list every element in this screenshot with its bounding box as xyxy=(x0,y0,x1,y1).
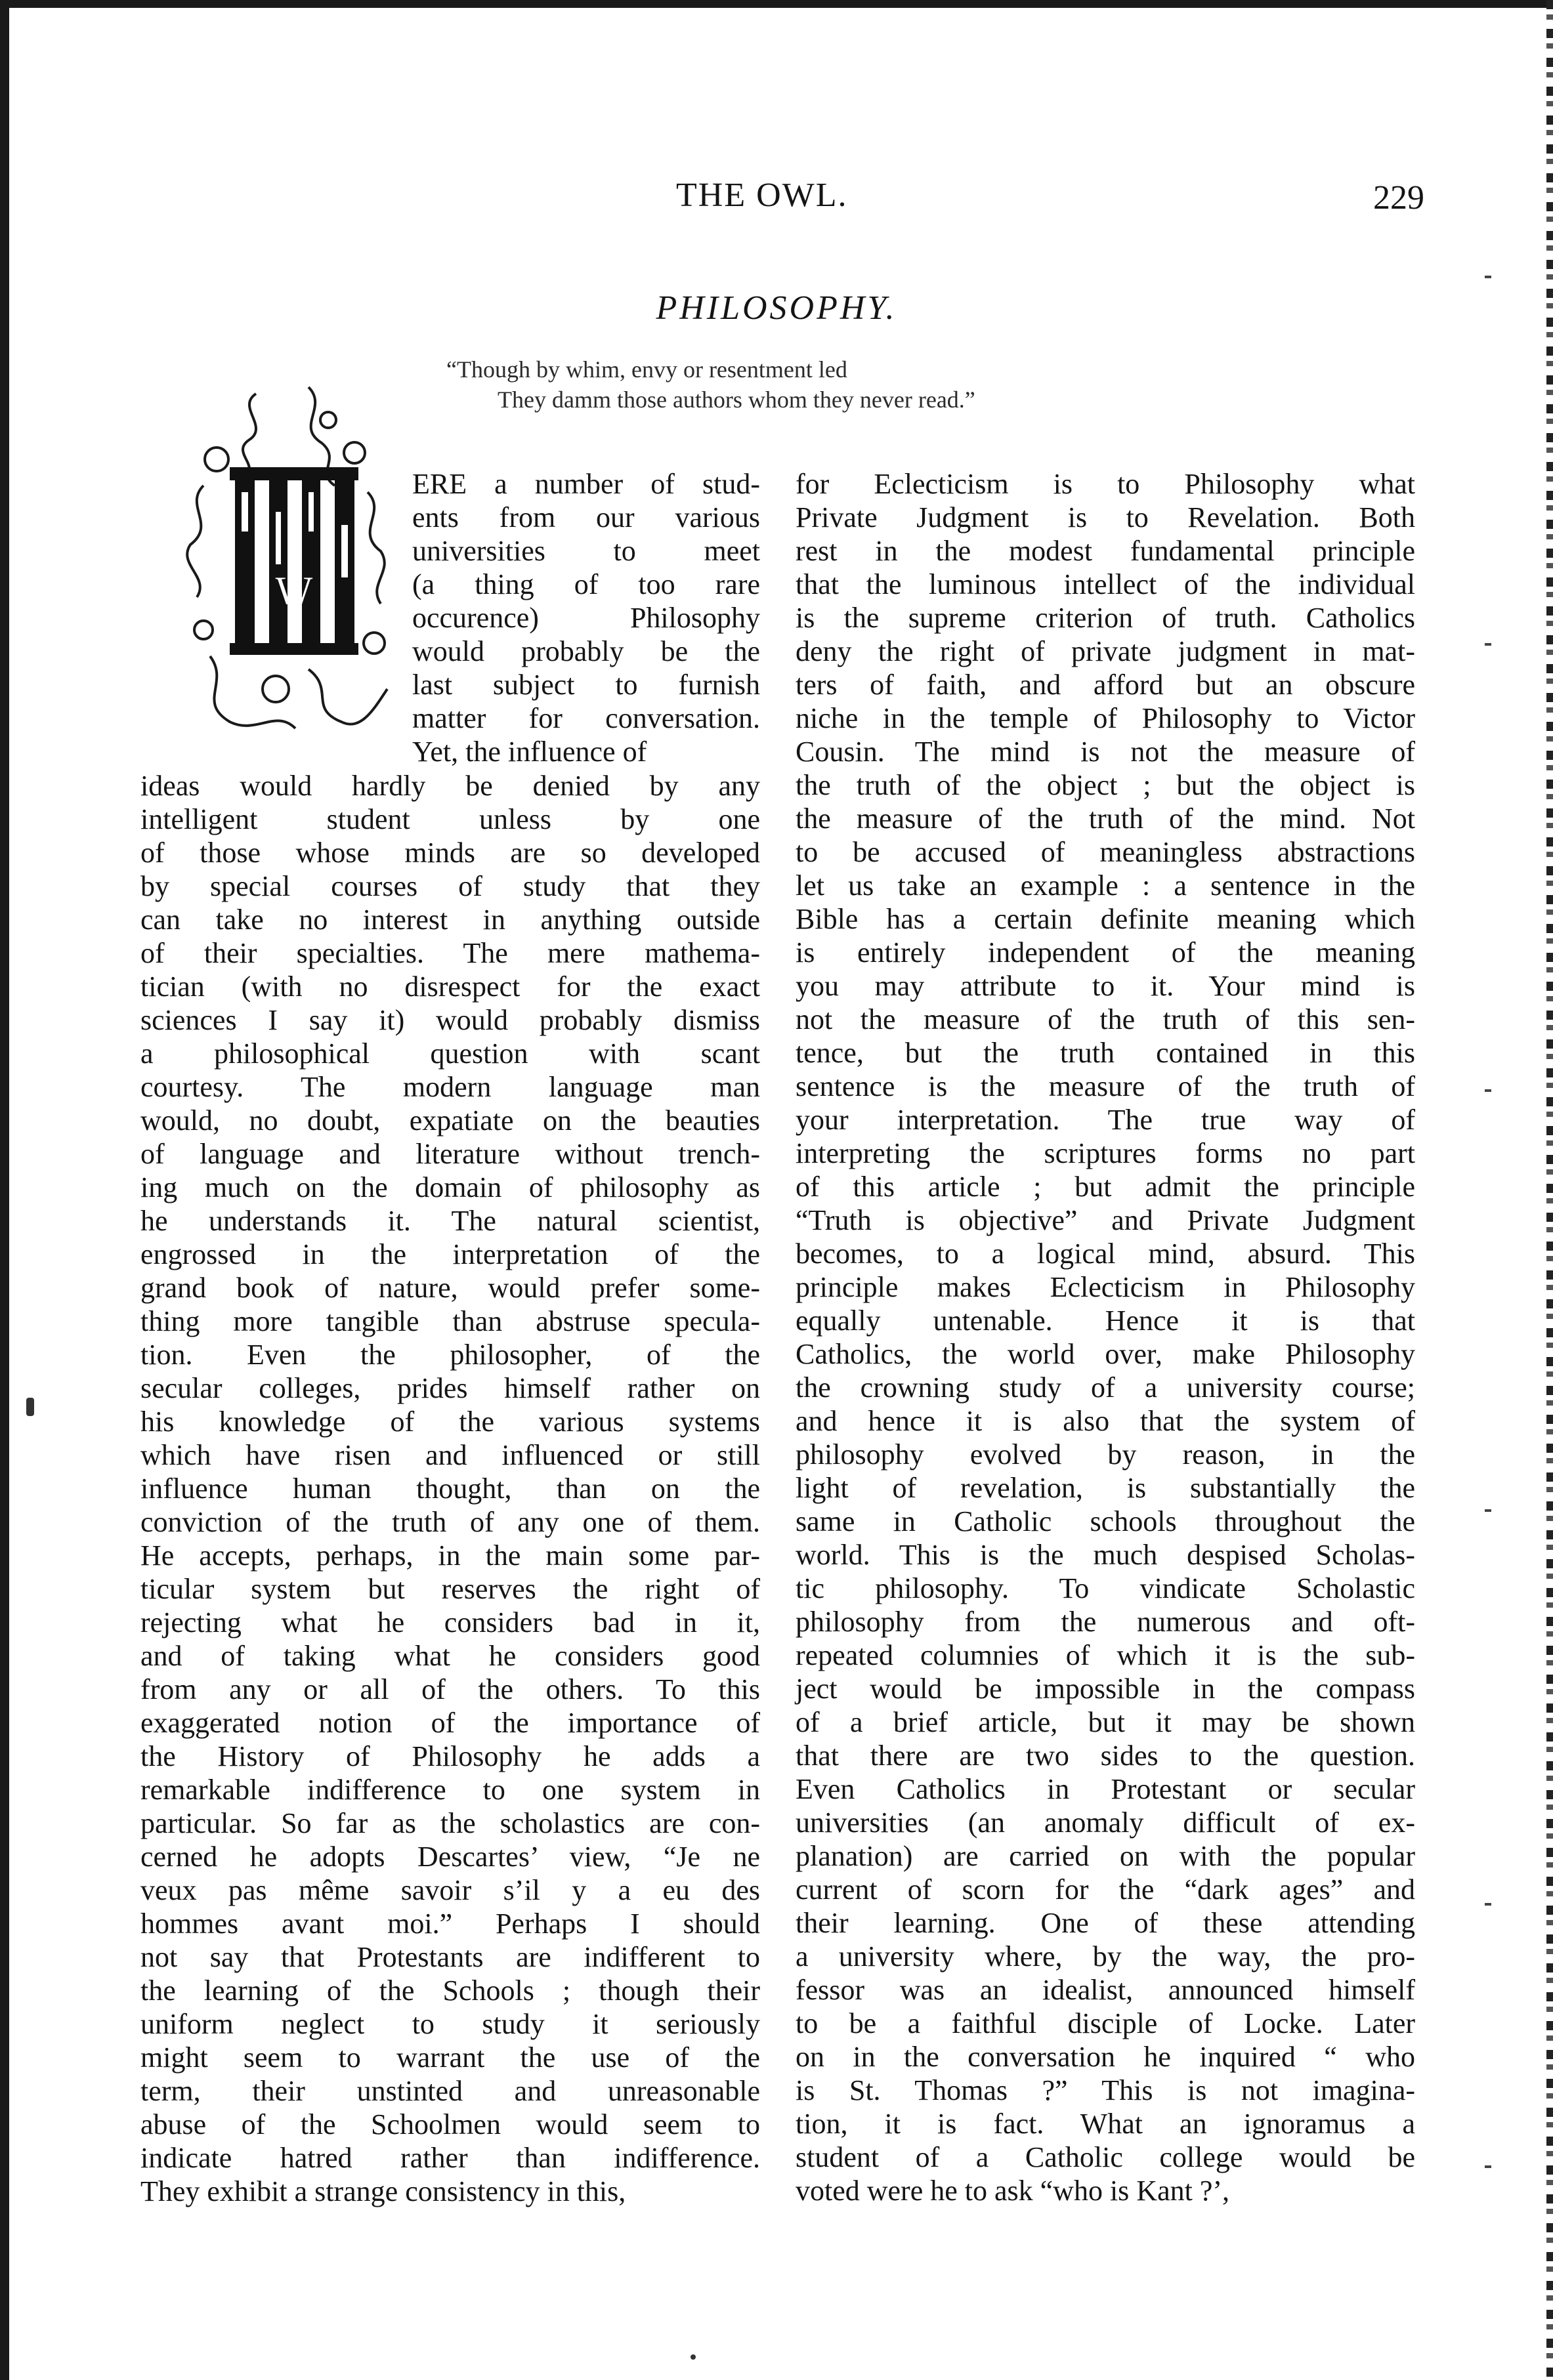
text-line: principle makes Eclecticism in Philosophy xyxy=(796,1271,1415,1303)
text-line: matter for conversation. xyxy=(412,702,760,734)
text-line: for Eclecticism is to Philosophy what xyxy=(796,468,1415,500)
gutter-speck xyxy=(1485,643,1491,646)
journal-title: THE OWL. xyxy=(676,177,848,214)
text-line: fessor was an idealist, announced himself xyxy=(796,1974,1415,2006)
text-line: world. This is the much despised Scholas- xyxy=(796,1539,1415,1571)
text-line: ideas would hardly be denied by any xyxy=(140,770,760,802)
text-line: would probably be the xyxy=(412,635,760,667)
text-line: can take no interest in anything outside xyxy=(140,904,760,936)
text-line: universities to meet xyxy=(412,535,760,567)
text-line: he understands it. The natural scientist, xyxy=(140,1205,760,1237)
text-line: philosophy from the numerous and oft- xyxy=(796,1606,1415,1638)
text-line: that the luminous intellect of the individual xyxy=(796,568,1415,600)
text-line: interpreting the scriptures forms no part xyxy=(796,1137,1415,1169)
text-line: conviction of the truth of any one of them. xyxy=(140,1506,760,1538)
text-line: repeated columnies of which it is the sub- xyxy=(796,1639,1415,1671)
page-speck xyxy=(691,2354,696,2360)
text-line: term, their unstinted and unreasonable xyxy=(140,2075,760,2107)
drop-cap-letter: W xyxy=(275,569,313,612)
text-line: Yet, the influence of xyxy=(412,736,647,768)
text-line: their learning. One of these attending xyxy=(796,1907,1415,1939)
gutter-speck xyxy=(1485,1903,1491,1906)
text-line: secular colleges, prides himself rather on xyxy=(140,1372,760,1404)
text-line: intelligent student unless by one xyxy=(140,803,760,835)
text-line: a philosophical question with scant xyxy=(140,1037,760,1070)
text-line: hommes avant moi.” Perhaps I should xyxy=(140,1908,760,1940)
text-line: of language and literature without trench- xyxy=(140,1138,760,1170)
text-line: (a thing of too rare xyxy=(412,568,760,600)
text-line: rejecting what he considers bad in it, xyxy=(140,1606,760,1639)
gutter-speck xyxy=(1485,2165,1491,2168)
text-line: to be accused of meaningless abstractions xyxy=(796,836,1415,868)
page-number: 229 xyxy=(1373,179,1424,217)
text-line: grand book of nature, would prefer some- xyxy=(140,1272,760,1304)
text-line: a university where, by the way, the pro- xyxy=(796,1940,1415,1973)
text-line: tion. Even the philosopher, of the xyxy=(140,1339,760,1371)
vine-ornament xyxy=(187,486,203,597)
text-line: is entirely independent of the meaning xyxy=(796,936,1415,969)
text-line: tence, but the truth contained in this xyxy=(796,1037,1415,1069)
text-line: He accepts, perhaps, in the main some par- xyxy=(140,1539,760,1572)
text-line: planation) are carried on with the popular xyxy=(796,1840,1415,1872)
text-line: of a brief article, but it may be shown xyxy=(796,1706,1415,1738)
vine-ornament xyxy=(368,492,385,604)
text-line: of those whose minds are so developed xyxy=(140,837,760,869)
text-line: of their specialties. The mere mathema- xyxy=(140,937,760,969)
text-line: They exhibit a strange consistency in this, xyxy=(140,2175,626,2207)
text-line: philosophy evolved by reason, in the xyxy=(796,1438,1415,1471)
text-line: the truth of the object ; but the object is xyxy=(796,769,1415,801)
text-line: last subject to furnish xyxy=(412,669,760,701)
text-line: rest in the modest fundamental principle xyxy=(796,535,1415,567)
text-line: ing much on the domain of philosophy as xyxy=(140,1171,760,1203)
text-line: Private Judgment is to Revelation. Both xyxy=(796,501,1415,533)
text-line: becomes, to a logical mind, absurd. This xyxy=(796,1238,1415,1270)
text-line: Cousin. The mind is not the measure of xyxy=(796,736,1415,768)
text-line: the learning of the Schools ; though their xyxy=(140,1974,760,2007)
text-line: the History of Philosophy he adds a xyxy=(140,1740,760,1772)
text-line: deny the right of private judgment in mat- xyxy=(796,635,1415,667)
text-line: and of taking what he considers good xyxy=(140,1640,760,1672)
text-line: niche in the temple of Philosophy to Victor xyxy=(796,702,1415,734)
text-line: not the measure of the truth of this sen- xyxy=(796,1003,1415,1035)
text-line: sciences I say it) would probably dismiss xyxy=(140,1004,760,1036)
text-line: “Truth is objective” and Private Judgment xyxy=(796,1204,1415,1236)
left-column-beside-initial xyxy=(412,467,760,768)
page-edge-right xyxy=(1546,0,1553,2380)
text-line: voted were he to ask “who is Kant ?’, xyxy=(796,2175,1230,2207)
text-line: sentence is the measure of the truth of xyxy=(796,1070,1415,1102)
text-line: ents from our various xyxy=(412,501,760,533)
text-line: ters of faith, and afford but an obscure xyxy=(796,669,1415,701)
text-line: tician (with no disrespect for the exact xyxy=(140,971,760,1003)
left-column xyxy=(140,769,760,2208)
text-line: you may attribute to it. Your mind is xyxy=(796,970,1415,1002)
article-title: PHILOSOPHY. xyxy=(656,289,897,327)
text-line: and hence it is also that the system of xyxy=(796,1405,1415,1437)
text-line: to be a faithful disciple of Locke. Later xyxy=(796,2007,1415,2039)
text-line: influence human thought, than on the xyxy=(140,1472,760,1505)
page-edge-left xyxy=(0,0,9,2380)
gutter-speck xyxy=(1485,276,1491,278)
text-line: abuse of the Schoolmen would seem to xyxy=(140,2108,760,2140)
text-line: tion, it is fact. What an ignoramus a xyxy=(796,2108,1415,2140)
epigraph-line: They damm those authors whom they never read.” xyxy=(498,386,975,413)
text-line: Bible has a certain definite meaning which xyxy=(796,903,1415,935)
margin-mark xyxy=(26,1398,34,1416)
text-line: let us take an example : a sentence in the xyxy=(796,869,1415,902)
text-line: is St. Thomas ?” This is not imagina- xyxy=(796,2074,1415,2106)
text-line: by special courses of study that they xyxy=(140,870,760,902)
text-line: universities (an anomaly difficult of ex- xyxy=(796,1806,1415,1839)
text-line: equally untenable. Hence it is that xyxy=(796,1305,1415,1337)
text-line: current of scorn for the “dark ages” and xyxy=(796,1873,1415,1906)
text-line: exaggerated notion of the importance of xyxy=(140,1707,760,1739)
text-line: would, no doubt, expatiate on the beauties xyxy=(140,1104,760,1137)
vine-ornament xyxy=(243,394,256,479)
text-line: thing more tangible than abstruse specula- xyxy=(140,1305,760,1337)
text-line: veux pas même savoir s’il y a eu des xyxy=(140,1874,760,1906)
text-line: not say that Protestants are indifferent to xyxy=(140,1941,760,1973)
text-line: might seem to warrant the use of the xyxy=(140,2041,760,2074)
text-line: ject would be impossible in the compass xyxy=(796,1673,1415,1705)
text-line: indicate hatred rather than indifference. xyxy=(140,2142,760,2174)
text-line: light of revelation, is substantially the xyxy=(796,1472,1415,1504)
right-column xyxy=(796,467,1415,2207)
text-line: engrossed in the interpretation of the xyxy=(140,1238,760,1270)
text-line: tic philosophy. To vindicate Scholastic xyxy=(796,1572,1415,1604)
text-line: the crowning study of a university course; xyxy=(796,1371,1415,1404)
gutter-speck xyxy=(1485,1509,1491,1512)
text-line: ERE a number of stud- xyxy=(412,468,760,500)
text-line: cerned he adopts Descartes’ view, “Je ne xyxy=(140,1841,760,1873)
epigraph-line: “Though by whim, envy or resentment led xyxy=(446,356,847,383)
text-line: is the supreme criterion of truth. Catholics xyxy=(796,602,1415,634)
text-line: Even Catholics in Protestant or secular xyxy=(796,1773,1415,1805)
text-line: from any or all of the others. To this xyxy=(140,1673,760,1705)
text-line: same in Catholic schools throughout the xyxy=(796,1505,1415,1537)
text-line: Catholics, the world over, make Philosophy xyxy=(796,1338,1415,1370)
text-line: the measure of the truth of the mind. Not xyxy=(796,803,1415,835)
text-line: occurence) Philosophy xyxy=(412,602,760,634)
vine-ornament xyxy=(210,656,295,728)
drop-cap-initial xyxy=(177,381,394,748)
text-line: which have risen and influenced or still xyxy=(140,1439,760,1471)
running-head xyxy=(0,176,1553,215)
gutter-speck xyxy=(1485,1089,1491,1092)
text-line: that there are two sides to the question. xyxy=(796,1740,1415,1772)
text-line: particular. So far as the scholastics are con- xyxy=(140,1807,760,1839)
vine-ornament xyxy=(308,669,387,724)
text-line: his knowledge of the various systems xyxy=(140,1406,760,1438)
text-line: courtesy. The modern language man xyxy=(140,1071,760,1103)
text-line: your interpretation. The true way of xyxy=(796,1104,1415,1136)
text-line: uniform neglect to study it seriously xyxy=(140,2008,760,2040)
epigraph xyxy=(446,354,1142,415)
text-line: remarkable indifference to one system in xyxy=(140,1774,760,1806)
page-edge-top xyxy=(0,0,1553,8)
text-line: ticular system but reserves the right of xyxy=(140,1573,760,1605)
text-line: on in the conversation he inquired “ who xyxy=(796,2041,1415,2073)
text-line: student of a Catholic college would be xyxy=(796,2141,1415,2173)
text-line: of this article ; but admit the principle xyxy=(796,1171,1415,1203)
